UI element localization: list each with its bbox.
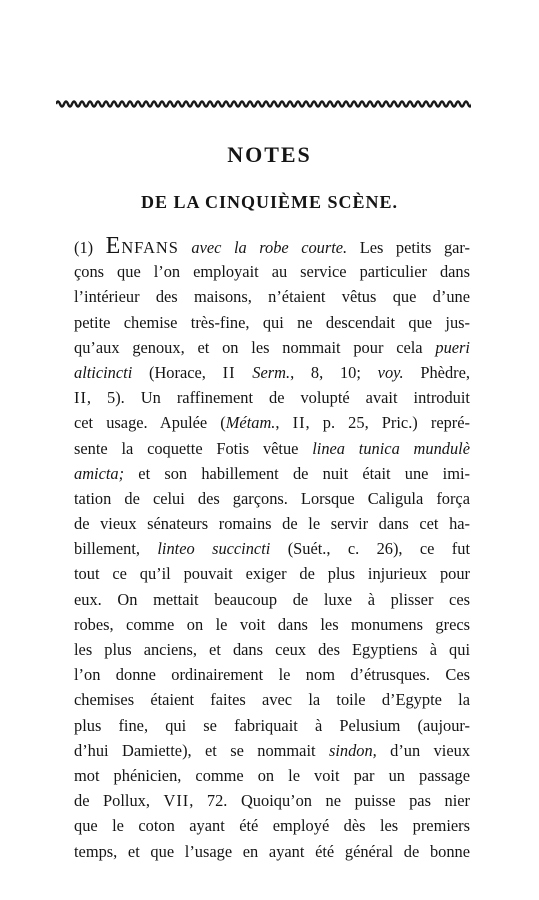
text-line <box>74 335 470 360</box>
text-run: , 8, 10; <box>290 362 378 382</box>
text-line <box>74 839 470 864</box>
text-run: temps, et que l’usage en ayant été général de bonne <box>74 841 470 861</box>
text-run: et son habillement de nuit était une imi- <box>124 463 470 483</box>
text-line <box>74 234 470 259</box>
text-run: Phèdre, <box>403 362 470 382</box>
text-run: d’un vieux <box>376 740 471 760</box>
text-line <box>74 310 470 335</box>
text-run: II <box>292 413 306 433</box>
text-run: avec la robe courte. <box>191 238 348 257</box>
text-run: les plus anciens, et dans ceux des Egyptiens à qui <box>74 640 470 659</box>
text-run: VII <box>163 791 190 811</box>
text-run: II <box>222 362 236 382</box>
text-run: II <box>74 388 87 408</box>
text-run: cet usage. Apulée ( <box>74 413 226 433</box>
text-run: Métam. <box>225 413 276 433</box>
text-line <box>74 687 470 712</box>
text-run: , <box>275 413 293 433</box>
text-run: alticincti <box>74 362 133 382</box>
text-line <box>74 637 470 662</box>
text-run: petite chemise très-fine, qui ne descendait que jus- <box>74 312 470 332</box>
text-line <box>74 662 470 687</box>
text-run: NFANS <box>121 238 179 257</box>
text-run: mot phénicien, comme on le voit par un passage <box>74 765 470 785</box>
text-line <box>74 511 470 536</box>
text-run: Serm. <box>252 362 291 382</box>
text-run: tation de celui des garçons. Lorsque Caligula força <box>74 488 470 508</box>
text-line <box>74 410 470 435</box>
decorative-rule <box>56 98 471 110</box>
text-line <box>74 436 470 461</box>
page-subtitle: DE LA CINQUIÈME SCÈNE. <box>140 192 399 212</box>
text-line <box>74 360 470 385</box>
text-run: linea tunica mundulè <box>312 438 470 458</box>
text-run: robes, comme on le voit dans les monumens grecs <box>74 614 470 634</box>
text-run: d’hui Damiette), et se nommait <box>74 740 329 760</box>
text-run: (Horace, <box>132 362 223 382</box>
text-line <box>74 713 470 738</box>
text-run: çons que l’on employait au service particulier dans <box>74 262 470 282</box>
text-line <box>74 738 470 763</box>
text-line <box>74 536 470 561</box>
text-run: chemises étaient faites avec la toile d’Egypte la <box>74 690 470 710</box>
text-run: pueri <box>435 337 470 357</box>
text-line <box>74 612 470 637</box>
page-title: NOTES <box>227 142 312 167</box>
text-line <box>74 788 470 813</box>
text-line <box>74 486 470 511</box>
text-run: que le coton ayant été employé dès les premiers <box>74 816 470 836</box>
text-run: voy. <box>377 362 404 382</box>
text-run: (1) <box>74 238 106 257</box>
text-run: linteo succincti <box>157 539 271 559</box>
text-run: l’on donne ordinairement le nom d’étrusques. Ces <box>74 665 470 685</box>
text-line <box>74 461 470 486</box>
text-run: , p. 25, Pric.) repré- <box>305 413 470 433</box>
text-run: billement, <box>74 539 158 559</box>
text-run: (Suét., c. 26), ce fut <box>270 539 471 559</box>
text-run <box>236 363 253 382</box>
text-line <box>74 763 470 788</box>
notes-body <box>74 234 470 864</box>
text-run: sente la coquette Fotis vêtue <box>74 438 313 458</box>
text-run: tout ce qu’il pouvait exiger de plus injurieux pour <box>74 564 470 584</box>
text-run <box>179 238 192 257</box>
text-line <box>74 587 470 612</box>
text-run: Les petits gar- <box>347 238 470 257</box>
text-line <box>74 385 470 410</box>
text-run: amicta; <box>74 463 125 483</box>
text-run: de Pollux, <box>74 791 164 811</box>
text-run: qu’aux genoux, et on les nommait pour cela <box>74 337 436 357</box>
text-run: , 5). Un raffinement de volupté avait introduit <box>86 388 470 408</box>
text-line <box>74 284 470 309</box>
text-run: sindon, <box>328 740 377 760</box>
text-run: de vieux sénateurs romains de le servir dans cet ha- <box>74 514 470 534</box>
text-run: E <box>105 233 122 259</box>
text-run: l’intérieur des maisons, n’étaient vêtus que d’une <box>74 287 470 307</box>
text-line <box>74 259 470 284</box>
text-run: eux. On mettait beaucoup de luxe à plisser ces <box>74 589 470 609</box>
text-line <box>74 813 470 838</box>
text-line <box>74 561 470 586</box>
text-run: , 72. Quoiqu’on ne puisse pas nier <box>189 791 470 811</box>
text-run: plus fine, qui se fabriquait à Pelusium (aujour- <box>74 715 470 735</box>
